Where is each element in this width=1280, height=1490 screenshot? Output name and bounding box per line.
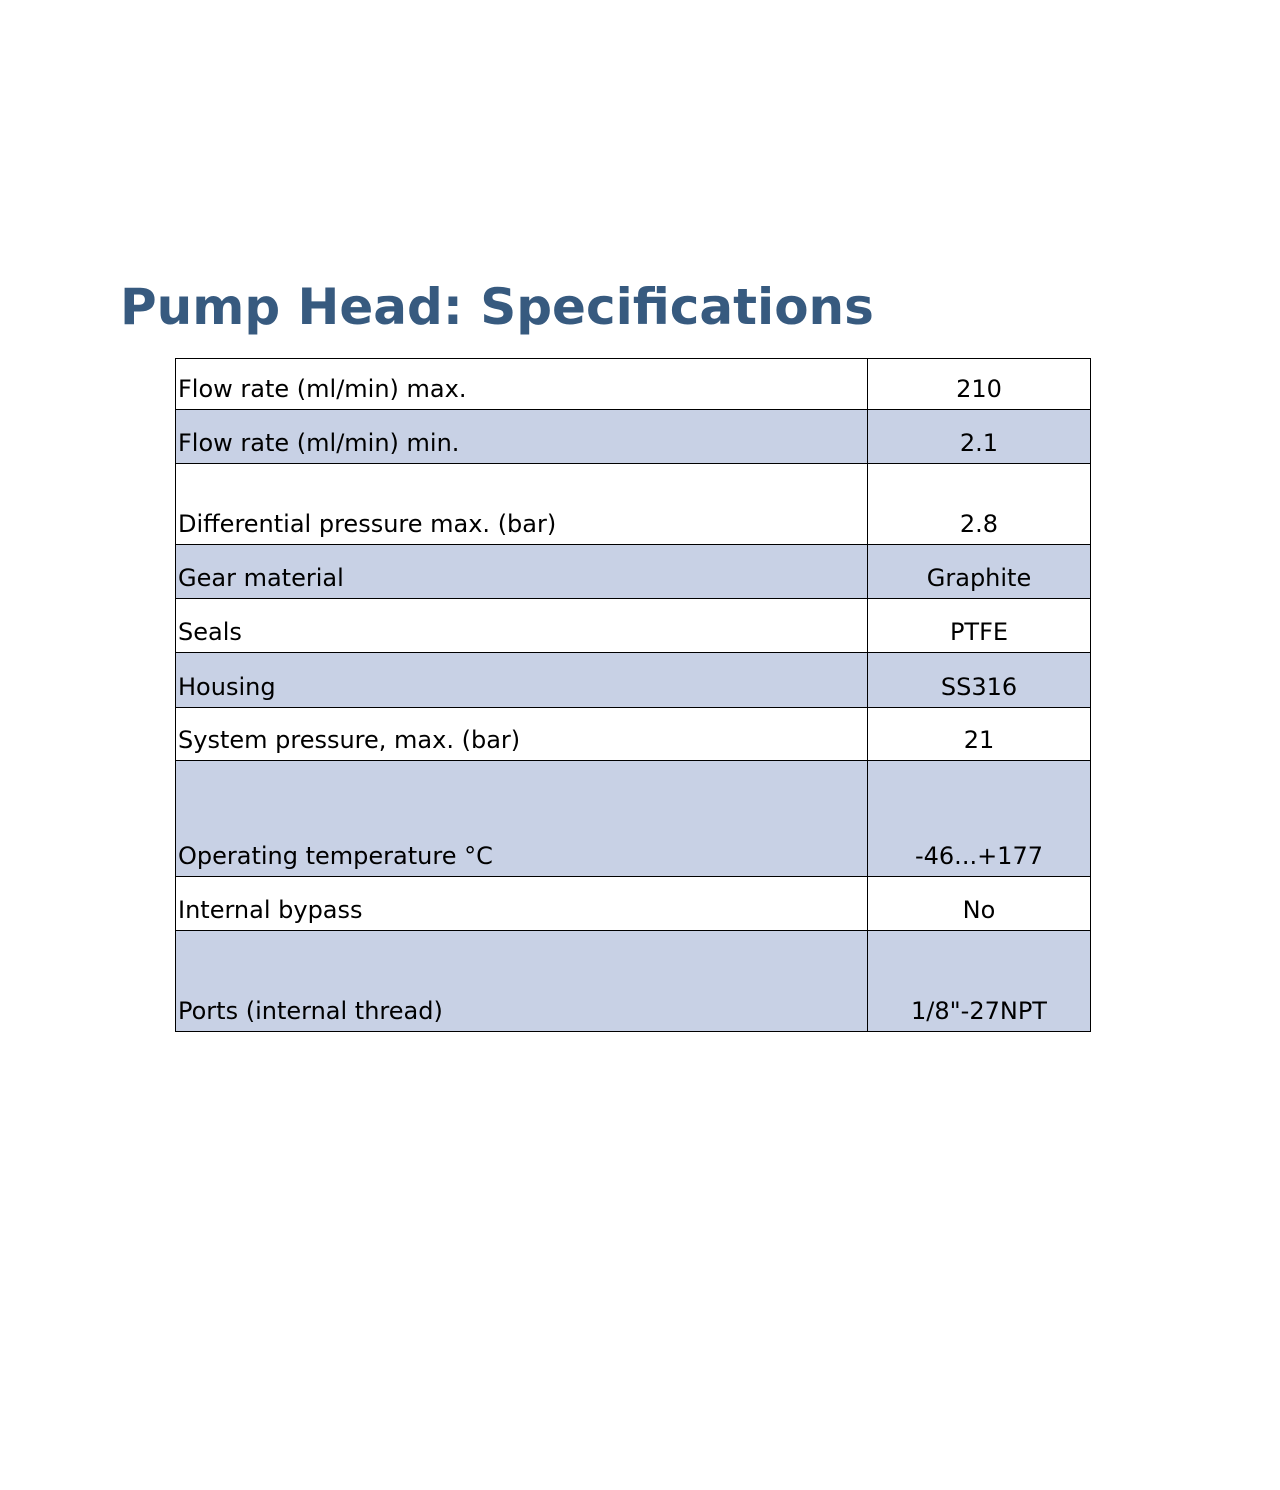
table-row <box>176 931 1091 1032</box>
spec-label: Ports (internal thread) <box>176 931 868 1032</box>
spec-label: Internal bypass <box>176 877 868 931</box>
spec-value: PTFE <box>868 599 1091 653</box>
spec-value: SS316 <box>868 653 1091 708</box>
spec-value: 2.1 <box>868 410 1091 464</box>
spec-label: Differential pressure max. (bar) <box>176 464 868 545</box>
spec-value: No <box>868 877 1091 931</box>
specifications-table <box>175 358 1091 1032</box>
table-row <box>176 410 1091 464</box>
page-title: Pump Head: Specifications <box>120 278 874 336</box>
spec-label: Flow rate (ml/min) min. <box>176 410 868 464</box>
spec-value: -46...+177 <box>868 761 1091 877</box>
table-row <box>176 599 1091 653</box>
table-row <box>176 464 1091 545</box>
spec-value: 2.8 <box>868 464 1091 545</box>
table-row <box>176 359 1091 410</box>
table-row <box>176 708 1091 761</box>
spec-value: Graphite <box>868 545 1091 599</box>
spec-label: Flow rate (ml/min) max. <box>176 359 868 410</box>
spec-label: Housing <box>176 653 868 708</box>
table-row <box>176 761 1091 877</box>
spec-label: Operating temperature °C <box>176 761 868 877</box>
spec-label: Seals <box>176 599 868 653</box>
table-row <box>176 545 1091 599</box>
spec-value: 21 <box>868 708 1091 761</box>
spec-label: System pressure, max. (bar) <box>176 708 868 761</box>
spec-value: 1/8"-27NPT <box>868 931 1091 1032</box>
table-row <box>176 653 1091 708</box>
spec-label: Gear material <box>176 545 868 599</box>
table-row <box>176 877 1091 931</box>
spec-value: 210 <box>868 359 1091 410</box>
